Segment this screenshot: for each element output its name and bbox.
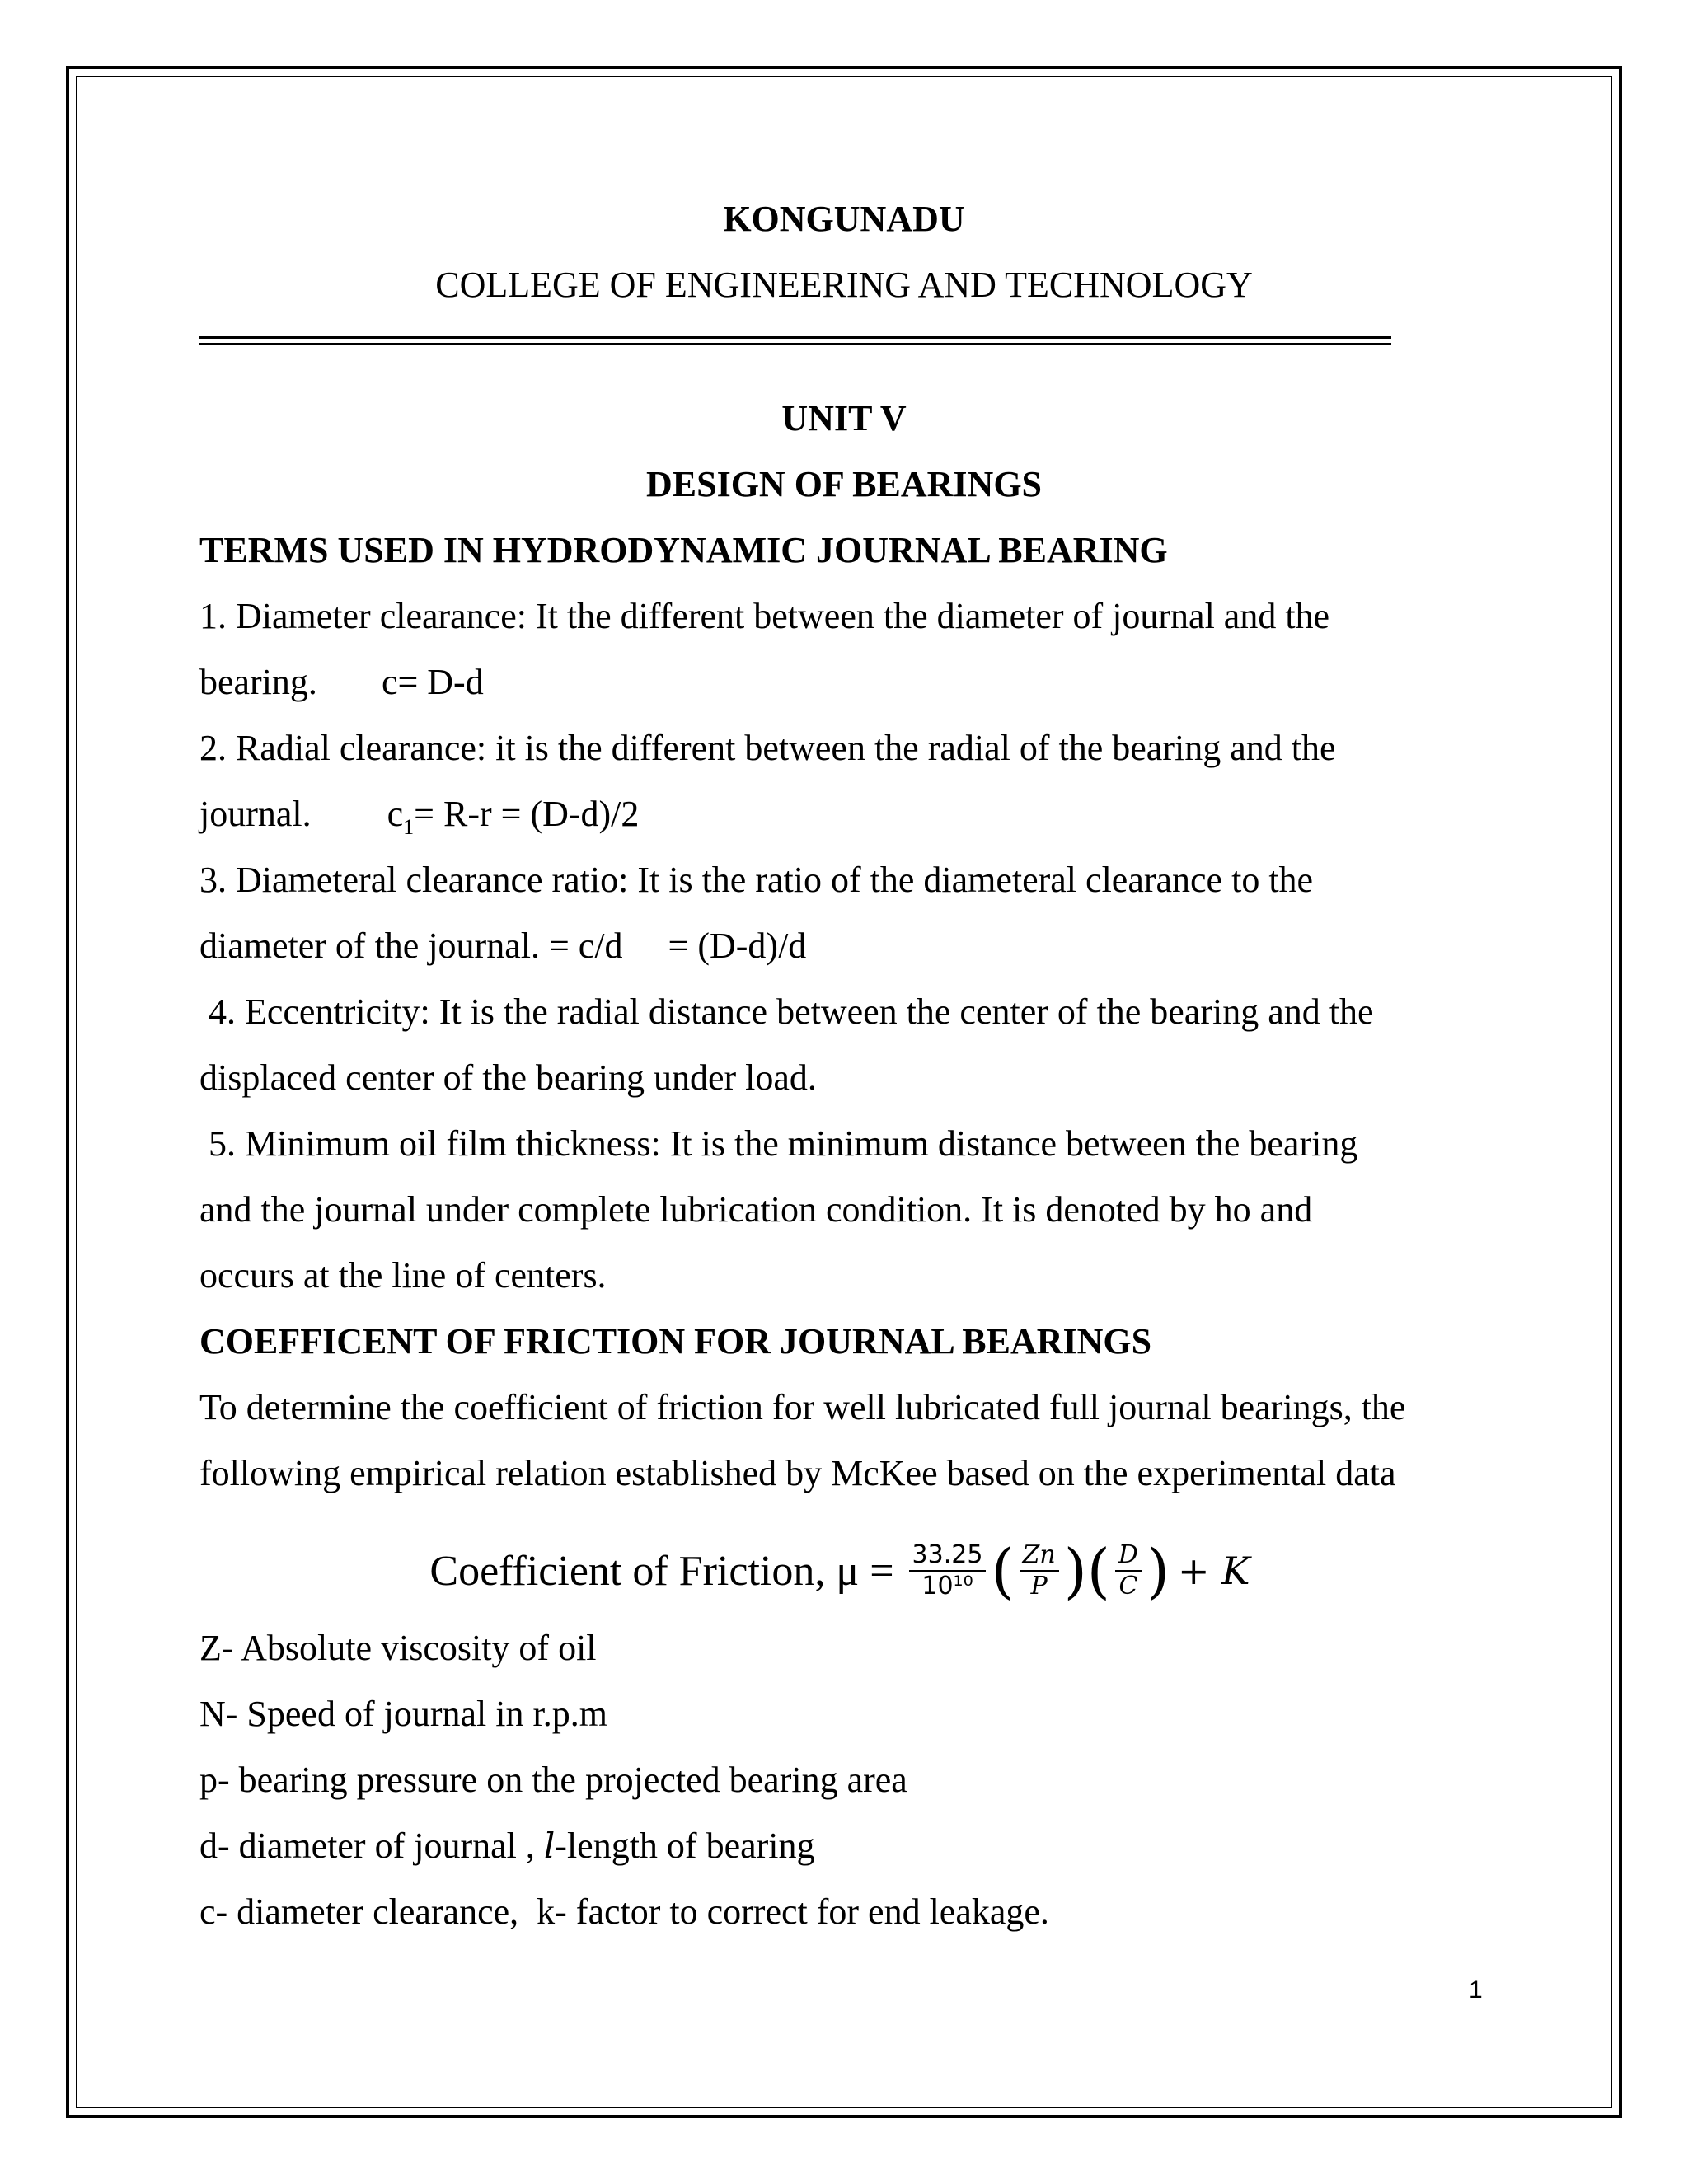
definition-d-l: d- diameter of journal , l-length of bearing — [199, 1825, 815, 1866]
formula-plus-k: + K — [1178, 1549, 1250, 1593]
term-3-line-2: diameter of the journal. = c/d = (D-d)/d — [199, 926, 807, 966]
term-5-line-2: and the journal under complete lubrication condition. It is denoted by ho and — [199, 1189, 1313, 1230]
page-number: 1 — [1469, 1976, 1483, 2004]
formula-zn-over-p-fraction: $\frac{Zn}{P}$ — [1020, 1540, 1059, 1601]
term-2-line-2: journal. $c_1= R-r = (D-d)/2$ — [199, 794, 640, 839]
term-4-line-2: displaced center of the bearing under load. — [199, 1057, 817, 1098]
formula-d-over-c-fraction: $\frac{D}{C}$ — [1115, 1540, 1142, 1601]
formula-constant-fraction: $\frac{33.25}{\text{10¹⁰}}$ — [909, 1540, 987, 1601]
diameter-clearance-eq: c= D-d — [381, 662, 484, 702]
friction-intro-line-1: To determine the coefficient of friction for well lubricated full journal bearings, the — [199, 1387, 1406, 1427]
definition-c-k: c- diameter clearance, k- factor to correct for end leakage. — [199, 1891, 1049, 1932]
definition-z: Z- Absolute viscosity of oil — [199, 1628, 597, 1668]
mckee-formula — [0, 1538, 1688, 1604]
term-2-line-1: 2. Radial clearance: it is the different between the radial of the bearing and the — [199, 728, 1336, 768]
section-heading-friction: COEFFICENT OF FRICTION FOR JOURNAL BEARINGS — [199, 1321, 1152, 1361]
formula-label: Coefficient of Friction, μ = — [429, 1547, 894, 1595]
section-heading-terms: TERMS USED IN HYDRODYNAMIC JOURNAL BEARING — [199, 530, 1168, 570]
header-rule-top — [199, 336, 1391, 339]
term-1-line-2: bearing. c= D-d — [199, 662, 484, 702]
term-5-line-1: 5. Minimum oil film thickness: It is the minimum distance between the bearing — [199, 1123, 1358, 1164]
definition-n: N- Speed of journal in r.p.m — [199, 1694, 607, 1734]
radial-clearance-eq: $c_1= R-r = (D-d)/2$ — [387, 794, 640, 839]
right-paren: ) — [1063, 1536, 1087, 1605]
term-4-line-1: 4. Eccentricity: It is the radial distance between the center of the bearing and the — [199, 991, 1374, 1032]
left-paren: ( — [1086, 1536, 1110, 1605]
unit-title: UNIT V — [781, 398, 907, 438]
term-3-line-1: 3. Diameteral clearance ratio: It is the ratio of the diameteral clearance to the — [199, 860, 1314, 900]
header-rule-bottom — [199, 343, 1391, 345]
definition-p: p- bearing pressure on the projected bearing area — [199, 1760, 907, 1800]
term-5-line-3: occurs at the line of centers. — [199, 1255, 607, 1296]
term-1-line-1: 1. Diameter clearance: It the different between the diameter of journal and the — [199, 596, 1330, 636]
left-paren: ( — [991, 1536, 1015, 1605]
friction-intro-line-2: following empirical relation established by McKee based on the experimental data — [199, 1453, 1396, 1493]
unit-subtitle: DESIGN OF BEARINGS — [645, 464, 1043, 504]
institution-subtitle: COLLEGE OF ENGINEERING AND TECHNOLOGY — [435, 265, 1253, 305]
right-paren: ) — [1146, 1536, 1170, 1605]
institution-name: KONGUNADU — [723, 199, 965, 239]
